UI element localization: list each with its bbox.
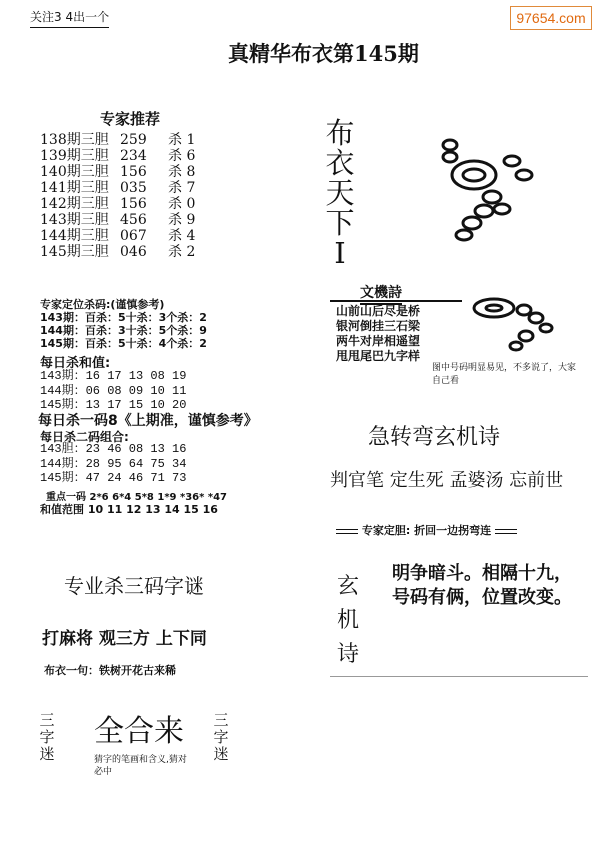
hidden-number-picture-top (436, 135, 546, 245)
riddle-line: 银河倒挂三石梁 (336, 319, 421, 333)
riddle-title: 文機詩 (360, 282, 402, 305)
riddle-line: 两牛对岸相遥望 (336, 334, 421, 348)
kill-two-title: 每日杀二码组合: (40, 430, 129, 444)
xuanji-poem (392, 562, 572, 610)
daily-sum-list (40, 369, 186, 413)
riddle-answer: 全合来 (94, 714, 184, 749)
xuanji-poem-title: 急转弯玄机诗 (368, 425, 501, 450)
sum-range-line: 和值范围 10 11 12 13 14 15 16 (40, 503, 218, 516)
xuanji-char: 机 (336, 608, 359, 633)
three-char-riddle-right: 三字迷 (213, 711, 229, 763)
riddle-divider (330, 300, 462, 302)
page-title: 真精华布衣第145期 (228, 41, 419, 66)
key-number-line: 重点一码 2*6 6*4 5*8 1*9 *36* *47 (46, 492, 227, 503)
expert-row: 145期三胆 046 杀 2 (40, 244, 196, 260)
kill-three-clue: 打麻将 观三方 上下同 (42, 629, 207, 649)
expert-title: 专家推荐 (100, 110, 161, 128)
expert-row: 142期三胆 156 杀 0 (40, 196, 196, 212)
riddle-line: 甩甩尾巴九字样 (336, 349, 421, 363)
double-rule-left (336, 529, 358, 534)
daily-kill-one: 每日杀一码8《上期准，谨慎参考》 (38, 413, 258, 429)
three-char-riddle-left: 三字迷 (39, 711, 55, 763)
poem-line: 号码有俩，位置改变。 (392, 587, 572, 608)
xuanji-char: 诗 (336, 642, 359, 667)
daily-sum-row: 145期：13 17 15 10 20 (40, 398, 187, 412)
xuanji-vertical (335, 570, 361, 672)
kill-two-row: 143胆：23 46 08 13 16 (40, 442, 187, 456)
position-kill-title: 专家定位杀码:(谨慎参考) (40, 298, 165, 311)
kill-two-row: 145期：47 24 46 71 73 (40, 471, 187, 485)
expert-list (40, 132, 195, 260)
hidden-number-picture-bottom (468, 292, 558, 358)
buyi-vertical-title: 布衣天下I (325, 116, 355, 270)
expert-row: 138期三胆 259 杀 1 (40, 132, 196, 148)
idiom-line: 判官笔 定生死 孟婆汤 忘前世 (330, 470, 564, 491)
riddle-line: 山前山后尽是桥 (336, 304, 421, 318)
expert-dan-line: 专家定胆: 折回一边拐弯连 (336, 522, 517, 538)
riddle-hint: 猜字的笔画和含义,猜对必中 (94, 755, 187, 777)
buyi-saying: 布衣一句：铁树开花古来稀 (44, 664, 176, 677)
position-kill-block (40, 298, 207, 350)
daily-sum-row: 143期：16 17 13 08 19 (40, 369, 187, 383)
position-kill-row: 145期：百杀：5十杀：4个杀：2 (40, 337, 207, 350)
kill-two-list (40, 442, 186, 486)
kill-two-row: 144期：28 95 64 75 34 (40, 456, 187, 471)
expert-row: 140期三胆 156 杀 8 (40, 164, 196, 180)
poem-line: 明争暗斗。相隔十九， (392, 563, 572, 584)
top-note: 关注3 4出一个 (30, 8, 109, 28)
site-watermark[interactable]: 97654.com (510, 6, 592, 30)
daily-sum-row: 144期：06 08 09 10 11 (40, 383, 187, 398)
kill-three-title: 专业杀三码字谜 (64, 574, 204, 598)
position-kill-row: 144期：百杀：3十杀：5个杀：9 (40, 324, 207, 337)
expert-row: 141期三胆 035 杀 7 (40, 180, 196, 196)
daily-sum-title: 每日杀和值: (40, 356, 111, 371)
xuanji-char: 玄 (336, 574, 359, 599)
double-rule-right (495, 529, 517, 534)
expert-row: 144期三胆 067 杀 4 (40, 228, 196, 244)
picture-note: 图中号码明显易见，不多说了，大家自己看 (432, 363, 577, 386)
expert-row: 143期三胆 456 杀 9 (40, 212, 196, 228)
riddle-poem (336, 304, 420, 364)
expert-row: 139期三胆 234 杀 6 (40, 148, 196, 164)
position-kill-row: 143期：百杀：5十杀：3个杀：2 (40, 311, 207, 324)
poem-divider (330, 676, 588, 677)
